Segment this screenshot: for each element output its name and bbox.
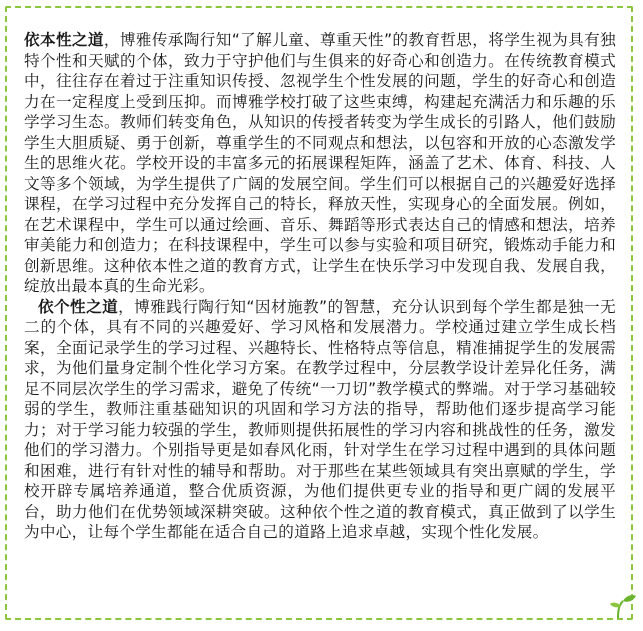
paragraph-lead: 依个性之道 [38, 297, 119, 316]
article-body [24, 30, 616, 543]
paragraph-nature [24, 30, 616, 297]
paragraph-individuality [24, 297, 616, 543]
paragraph-text: ，博雅践行陶行知“因材施教”的智慧，充分认识到每个学生都是独一无二的个体，具有不同的兴趣爱好、学习风格和发展潜力。学校通过建立学生成长档案，全面记录学生的学习过程、兴趣特长、性格特点等信息，精准捕捉学生的发展需求，为他们量身定制个性化学习方案。在教学过程中，分层教学设计差异化任务，满足不同层次学生的学习需求，避免了传统“一刀切”教学模式的弊端。对于学习基础较弱的学生，教师注重基础知识的巩固和学习方法的指导，帮助他们逐步提高学习能力；对于学习能力较强的学生，教师则提供拓展性的学习内容和挑战性的任务，激发他们的学习潜力。个别指导更是如春风化雨，针对学生在学习过程中遇到的具体问题和困难，进行有针对性的辅导和帮助。对于那些在某些领域具有突出禀赋的学生，学校开辟专属培养通道，整合优质资源，为他们提供更专业的指导和更广阔的发展平台，助力他们在优势领域深耕突破。这种依个性之道的教育模式，真正做到了以学生为中心，让每个学生都能在适合自己的道路上追求卓越，实现个性化发展。 [24, 297, 616, 541]
paragraph-text: ，博雅传承陶行知“了解儿童、尊重天性”的教育哲思，将学生视为具有独特个性和天赋的个体，致力于守护他们与生俱来的好奇心和创造力。在传统教育模式中，往往存在着过于注重知识传授、忽视学生个性发展的问题，学生的好奇心和创造力在一定程度上受到压抑。而博雅学校打破了这些束缚，构建起充满活力和乐趣的乐学学习生态。教师们转变角色，从知识的传授者转变为学生成长的引路人，他们鼓励学生大胆质疑、勇于创新，尊重学生的不同观点和想法，以包容和开放的心态激发学生的思维火花。学校开设的丰富多元的拓展课程矩阵，涵盖了艺术、体育、科技、人文等多个领域，为学生提供了广阔的发展空间。学生们可以根据自己的兴趣爱好选择课程，在学习过程中充分发挥自己的特长，释放天性，实现身心的全面发展。例如，在艺术课程中，学生可以通过绘画、音乐、舞蹈等形式表达自己的情感和想法，培养审美能力和创造力；在科技课程中，学生可以参与实验和项目研究，锻炼动手能力和创新思维。这种依本性之道的教育方式，让学生在快乐学习中发现自我、发展自我，绽放出最本真的生命光彩。 [24, 31, 616, 295]
leaf-sprout-icon [608, 590, 638, 620]
paragraph-lead: 依本性之道 [24, 31, 104, 49]
